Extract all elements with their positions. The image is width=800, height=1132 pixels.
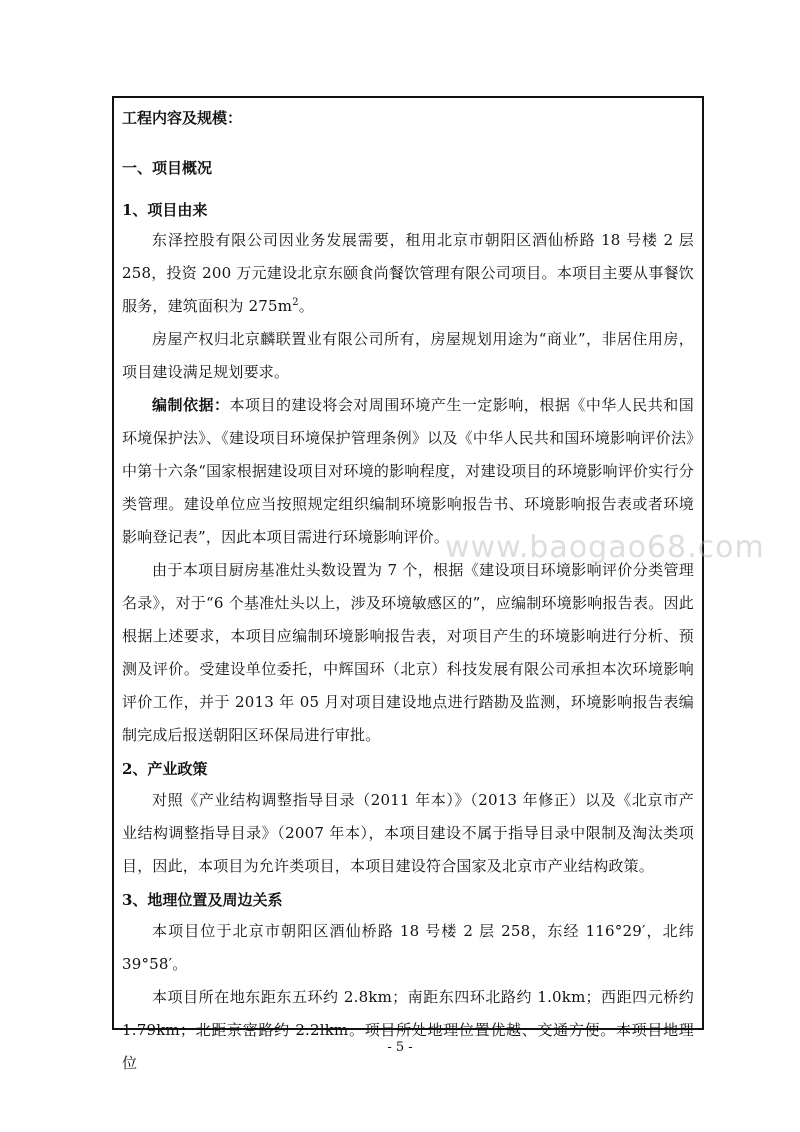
content-table-frame [112, 96, 704, 1072]
paragraph-origin-text: 东泽控股有限公司因业务发展需要，租用北京市朝阳区酒仙桥路 18 号楼 2 层 258，投资 200 万元建设北京东颐食尚餐饮管理有限公司项目。本项目主要从事餐饮服务，建筑面积为 275m [122, 231, 694, 315]
content-cell [122, 108, 694, 1080]
paragraph-location: 本项目位于北京市朝阳区酒仙桥路 18 号楼 2 层 258，东经 116°29′，北纬 39°58′。 [122, 922, 694, 973]
paragraph-basis [122, 389, 694, 554]
basis-text: 本项目的建设将会对周围环境产生一定影响，根据《中华人民共和国环境保护法》、《建设项目环境保护管理条例》以及《中华人民共和国环境影响评价法》中第十六条“国家根据建设项目对环境的影响程度，对建设项目的环境影响评价实行分类管理。建设单位应当按照规定组织编制环境影响报告书、环境影响报告表或者环境影响登记表”，因此本项目需进行环境影响评价。 [122, 396, 694, 546]
paragraph-origin-end: 。 [298, 297, 314, 315]
paragraph-policy: 对照《产业结构调整指导目录（2011 年本）》（2013 年修正）以及《北京市产业结构调整指导目录》（2007 年本），本项目建设不属于指导目录中限制及淘汰类项目，因此，本项目为允许类项目，本项目建设符合国家及北京市产业结构政策。 [122, 791, 694, 875]
paragraph-property: 房屋产权归北京麟联置业有限公司所有，房屋规划用途为“商业”，非居住用房，项目建设满足规划要求。 [122, 330, 694, 381]
section-project-overview: 一、项目概况 [122, 159, 213, 177]
subsection-industry-policy: 2、产业政策 [122, 760, 208, 778]
paragraph-classification: 由于本项目厨房基准灶头数设置为 7 个，根据《建设项目环境影响评价分类管理名录》，对于“6 个基准灶头以上，涉及环境敏感区的”，应编制环境影响报告表。因此根据上述要求，本项目应编制环境影响报告表，对项目产生的环境影响进行分析、预测及评价。受建设单位委托，中辉国环（北京）科技发展有限公司承担本次环境影响评价工作，并于 2013 年 05 月对项目建设地点进行踏勘及监测，环境影响报告表编制完成后报送朝阳区环保局进行审批。 [122, 561, 694, 744]
paragraph-surroundings: 本项目所在地东距东五环约 2.8km；南距东四环北路约 1.0km；西距四元桥约 1.79km；北距京密路约 2.2lkm。项目所处地理位置优越、交通方便。本项目地理位 [122, 988, 694, 1072]
superscript-2: 2 [292, 297, 299, 308]
scope-heading: 工程内容及规模： [122, 109, 243, 127]
basis-label: 编制依据： [152, 396, 230, 414]
watermark: www.baogao68.com [445, 530, 765, 565]
subsection-project-origin: 1、项目由来 [122, 201, 208, 219]
page-number: - 5 - [387, 1040, 413, 1055]
paragraph-origin [122, 224, 694, 323]
subsection-location: 3、地理位置及周边关系 [122, 891, 283, 909]
